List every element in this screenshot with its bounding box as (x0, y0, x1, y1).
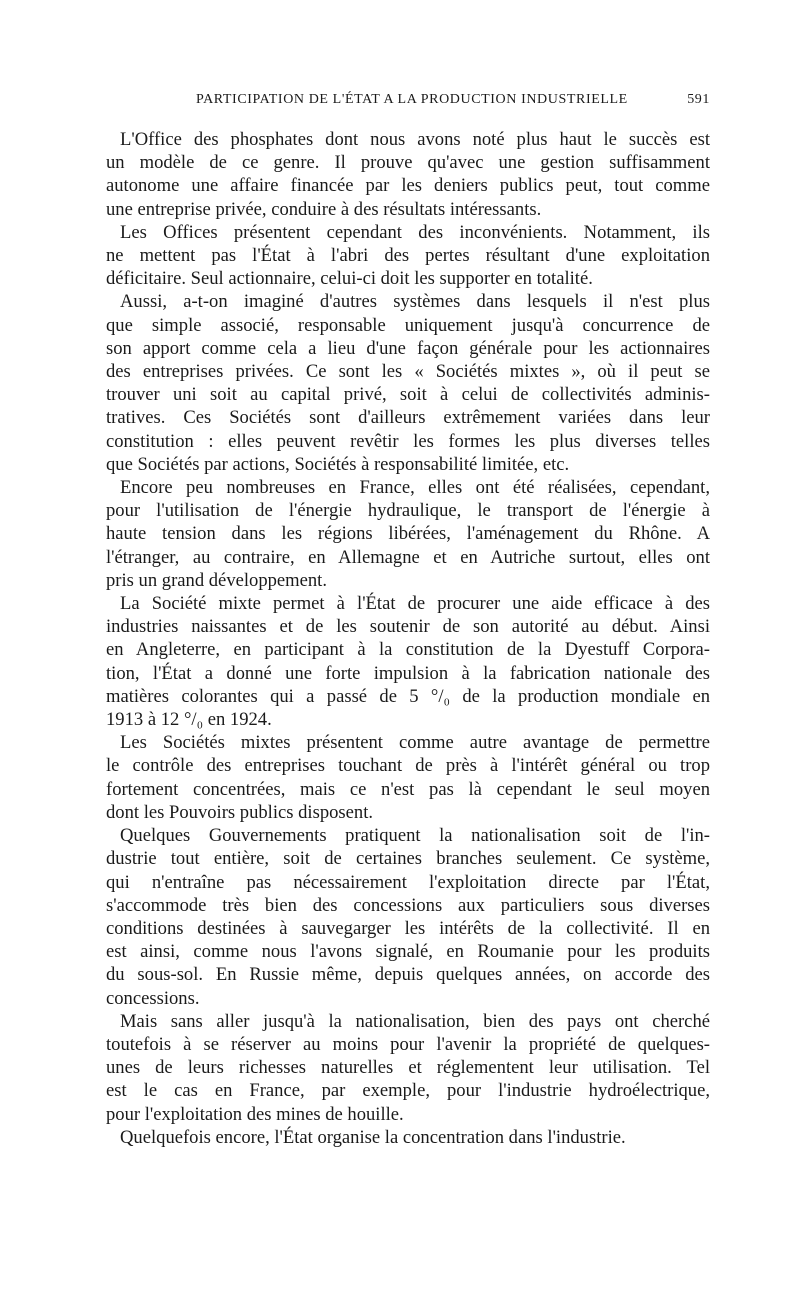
text-line: du sous-sol. En Russie même, depuis quelques années, on accorde des (106, 964, 710, 986)
paragraph (106, 1010, 710, 1126)
running-header-title: PARTICIPATION DE L'ÉTAT A LA PRODUCTION INDUSTRIELLE (196, 92, 628, 107)
paragraph (106, 221, 710, 291)
paragraph (106, 824, 710, 1010)
text-line: Aussi, a-t-on imaginé d'autres systèmes dans lesquels il n'est plus (120, 291, 710, 313)
body-text (106, 128, 710, 1149)
text-line: unes de leurs richesses naturelles et réglementent leur utilisation. Tel (106, 1057, 710, 1079)
text-line: qui n'entraîne pas nécessairement l'exploitation directe par l'État, (106, 871, 710, 893)
text-line: Mais sans aller jusqu'à la nationalisation, bien des pays ont cherché (120, 1010, 710, 1032)
text-line: est ainsi, comme nous l'avons signalé, en Roumanie pour les produits (106, 941, 710, 963)
text-line: que Sociétés par actions, Sociétés à responsabilité limitée, etc. (106, 453, 570, 475)
text-line: pris un grand développement. (106, 569, 328, 591)
text-line: le contrôle des entreprises touchant de près à l'intérêt général ou trop (106, 755, 710, 777)
text-line: trouver uni soit au capital privé, soit à celui de collectivités adminis- (106, 384, 710, 406)
text-line: haute tension dans les régions libérées, l'aménagement du Rhône. A (106, 523, 710, 545)
paragraph (106, 1126, 710, 1149)
text-line: 1913 à 12 °/₀ en 1924. (106, 709, 272, 731)
text-line: est le cas en France, par exemple, pour l'industrie hydroélectrique, (106, 1080, 710, 1102)
text-line: en Angleterre, en participant à la constitution de la Dyestuff Corpora- (106, 639, 710, 661)
text-line: constitution : elles peuvent revêtir les formes les plus diverses telles (106, 430, 710, 452)
text-line: déficitaire. Seul actionnaire, celui-ci doit les supporter en totalité. (106, 268, 593, 290)
text-line: tion, l'État a donné une forte impulsion à la fabrication nationale des (106, 662, 710, 684)
text-line: une entreprise privée, conduire à des résultats intéressants. (106, 198, 542, 220)
book-page (106, 92, 710, 1149)
page-number: 591 (687, 92, 710, 107)
text-line: fortement concentrées, mais ce n'est pas là cependant le seul moyen (106, 778, 710, 800)
text-line: pour l'exploitation des mines de houille. (106, 1103, 404, 1125)
text-line: industries naissantes et de les soutenir de son autorité au début. Ainsi (106, 616, 710, 638)
text-line: L'Office des phosphates dont nous avons noté plus haut le succès est (120, 129, 710, 150)
text-line: dustrie tout entière, soit de certaines branches seulement. Ce système, (106, 848, 710, 870)
paragraph (106, 731, 710, 824)
text-line: matières colorantes qui a passé de 5 °/₀ de la production mondiale en (106, 685, 710, 707)
text-line: son apport comme cela a lieu d'une façon générale pour les actionnaires (106, 337, 710, 359)
running-header (106, 92, 710, 116)
text-line: Encore peu nombreuses en France, elles ont été réalisées, cependant, (120, 477, 710, 499)
text-line: des entreprises privées. Ce sont les « Sociétés mixtes », où il peut se (106, 361, 710, 383)
text-line: concessions. (106, 987, 200, 1009)
text-line: La Société mixte permet à l'État de procurer une aide efficace à des (120, 593, 710, 615)
paragraph (106, 290, 710, 476)
paragraph (106, 476, 710, 592)
text-line: conditions destinées à sauvegarger les intérêts de la collectivité. Il en (106, 917, 710, 939)
text-line: Quelquefois encore, l'État organise la concentration dans l'industrie. (120, 1126, 626, 1148)
paragraph (106, 128, 710, 221)
text-line: s'accommode très bien des concessions aux particuliers sous diverses (106, 894, 710, 916)
paragraph (106, 592, 710, 731)
text-line: toutefois à se réserver au moins pour l'avenir la propriété de quelques- (106, 1033, 710, 1055)
text-line: l'étranger, au contraire, en Allemagne et en Autriche surtout, elles ont (106, 546, 710, 568)
text-line: Les Offices présentent cependant des inconvénients. Notamment, ils (120, 221, 710, 243)
text-line: pour l'utilisation de l'énergie hydraulique, le transport de l'énergie à (106, 500, 710, 522)
text-line: dont les Pouvoirs publics disposent. (106, 801, 374, 823)
text-line: Quelques Gouvernements pratiquent la nationalisation soit de l'in- (120, 825, 710, 847)
text-line: un modèle de ce genre. Il prouve qu'avec une gestion suffisamment (106, 152, 710, 174)
text-line: Les Sociétés mixtes présentent comme autre avantage de permettre (120, 732, 710, 754)
text-line: ne mettent pas l'État à l'abri des pertes résultant d'une exploitation (106, 245, 710, 267)
text-line: autonome une affaire financée par les deniers publics peut, tout comme (106, 175, 710, 197)
text-line: que simple associé, responsable uniquement jusqu'à concurrence de (106, 314, 710, 336)
text-line: tratives. Ces Sociétés sont d'ailleurs extrêmement variées dans leur (106, 407, 710, 429)
